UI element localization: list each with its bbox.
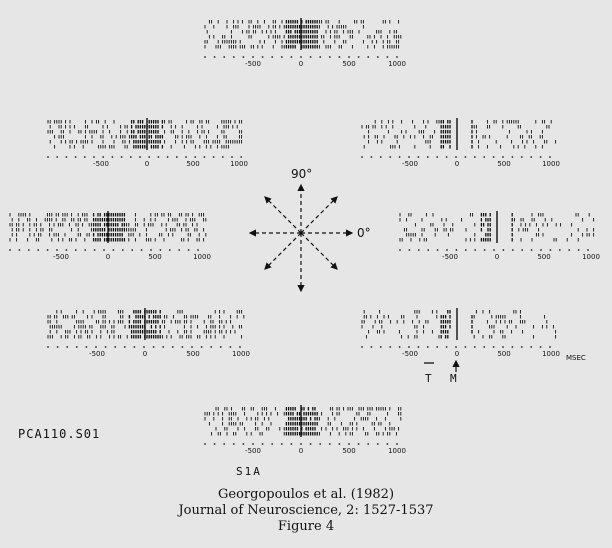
tick-label: 500 xyxy=(186,350,200,358)
direction-label-90: 90° xyxy=(291,167,313,181)
tick-label: 500 xyxy=(537,253,551,261)
arrow-up-right xyxy=(301,197,337,233)
tick-label: 500 xyxy=(186,160,200,168)
tick-label: 1000 xyxy=(193,253,211,261)
raster-panel-lower-right xyxy=(361,308,560,358)
tick-label: 0 xyxy=(144,160,150,168)
tick-label: -500 xyxy=(402,350,418,358)
arrow-up-left xyxy=(265,197,301,233)
tick-label: -500 xyxy=(93,160,109,168)
event-markers xyxy=(424,354,586,385)
tick-label: 0 xyxy=(454,160,460,168)
tick-label: 0 xyxy=(298,447,304,455)
tick-label: 500 xyxy=(497,160,511,168)
cortical-area-label: S1A xyxy=(236,465,262,478)
raster-panel-lower-left xyxy=(47,308,250,358)
tick-label: 500 xyxy=(497,350,511,358)
tick-label: 1000 xyxy=(232,350,250,358)
citation-journal: Journal of Neuroscience, 2: 1527-1537 xyxy=(178,503,434,518)
raster-panel-right xyxy=(399,211,600,261)
raster-panel-top xyxy=(204,18,406,68)
citation-block xyxy=(0,487,612,535)
tick-label: 500 xyxy=(342,447,356,455)
citation-authors: Georgopoulos et al. (1982) xyxy=(217,487,395,502)
tick-label: 1000 xyxy=(542,350,560,358)
movement-marker-label: M xyxy=(450,372,457,385)
tick-label: -500 xyxy=(402,160,418,168)
direction-label-0: 0° xyxy=(357,226,371,240)
tick-label: 0 xyxy=(298,60,304,68)
citation-figure: Figure 4 xyxy=(277,519,335,534)
tick-label: 0 xyxy=(494,253,500,261)
direction-compass xyxy=(250,167,371,291)
tick-label: 1000 xyxy=(230,160,248,168)
tick-label: 500 xyxy=(148,253,162,261)
raster-panels xyxy=(9,18,600,455)
target-marker-label: T xyxy=(425,372,432,385)
tick-label: 1000 xyxy=(388,447,406,455)
cell-id-label: PCA110.S01 xyxy=(18,427,101,441)
raster-panel-upper-right xyxy=(361,118,560,168)
tick-label: 1000 xyxy=(582,253,600,261)
tick-label: 0 xyxy=(105,253,111,261)
raster-panel-bottom xyxy=(204,405,406,455)
tick-label: -500 xyxy=(245,447,261,455)
tick-label: -500 xyxy=(53,253,69,261)
tick-label: -500 xyxy=(442,253,458,261)
raster-panel-left xyxy=(9,211,211,261)
tick-label: -500 xyxy=(245,60,261,68)
time-unit-label: MSEC xyxy=(566,354,586,362)
tick-label: 500 xyxy=(342,60,356,68)
arrow-down-left xyxy=(265,233,301,269)
tick-label: 0 xyxy=(454,350,460,358)
tick-label: 1000 xyxy=(388,60,406,68)
raster-panel-upper-left xyxy=(47,118,248,168)
arrow-down-right xyxy=(301,233,337,269)
tick-label: -500 xyxy=(89,350,105,358)
tick-label: 1000 xyxy=(542,160,560,168)
tick-label: 0 xyxy=(142,350,148,358)
